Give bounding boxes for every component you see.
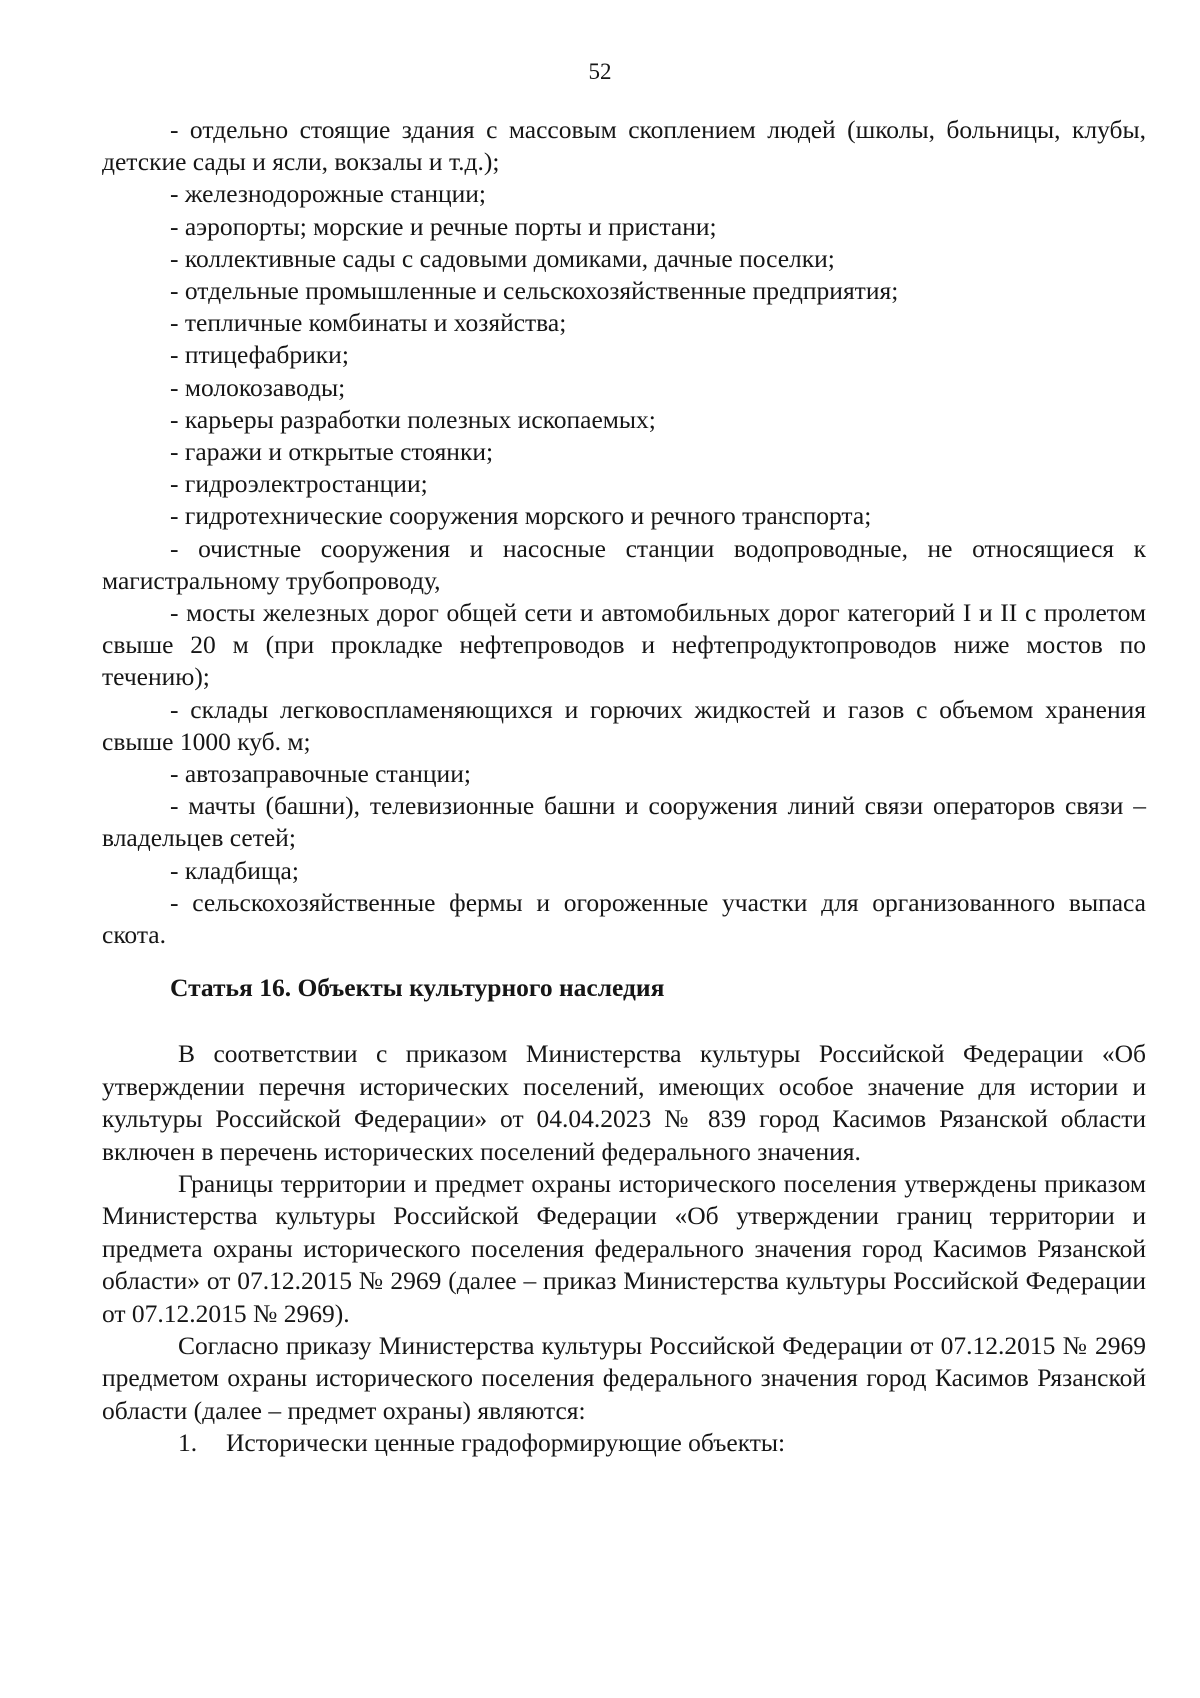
bullet-item: - мосты железных дорог общей сети и автомобильных дорог категорий I и II с пролетом свыше 20 м (при прокладке нефтепроводов и нефтепродуктопроводов ниже мостов по течению);: [102, 598, 1146, 692]
article-heading: Статья 16. Объекты культурного наследия: [170, 973, 665, 1003]
bullet-item: - птицефабрики;: [170, 340, 349, 370]
page-content: [102, 114, 1146, 1460]
paragraph: Согласно приказу Министерства культуры Российской Федерации от 07.12.2015 № 2969 предметом охраны исторического поселения федерального значения город Касимов Рязанской области (далее – предмет охраны) являются:: [102, 1330, 1146, 1425]
bullet-item: - гидротехнические сооружения морского и речного транспорта;: [170, 501, 872, 531]
bullet-item: - молокозаводы;: [170, 372, 346, 402]
bullet-item: - гидроэлектростанции;: [170, 469, 428, 499]
bullet-item: - отдельно стоящие здания с массовым скоплением людей (школы, больницы, клубы, детские сады и ясли, вокзалы и т.д.);: [102, 115, 1146, 177]
bullet-list: [102, 114, 1146, 951]
bullet-item: - отдельные промышленные и сельскохозяйственные предприятия;: [170, 276, 899, 306]
bullet-item: - тепличные комбинаты и хозяйства;: [170, 308, 567, 338]
bullet-item: - автозаправочные станции;: [170, 759, 471, 789]
article-body: [102, 1038, 1146, 1459]
bullet-item: - аэропорты; морские и речные порты и пристани;: [170, 211, 717, 241]
bullet-item: - склады легковоспламеняющихся и горючих жидкостей и газов с объемом хранения свыше 1000 куб. м;: [102, 694, 1146, 756]
paragraph: В соответствии с приказом Министерства культуры Российской Федерации «Об утверждении перечня исторических поселений, имеющих особое значение для истории и культуры Российской Федерации» от 04.04.2023 № 839 город Касимов Рязанской области включен в перечень исторических поселений федерального значения.: [102, 1039, 1146, 1166]
paragraph: Границы территории и предмет охраны исторического поселения утверждены приказом Министерства культуры Российской Федерации «Об утверждении границ территории и предмета охраны исторического поселения федерального значения город Касимов Рязанской области» от 07.12.2015 № 2969 (далее – приказ Министерства культуры Российской Федерации от 07.12.2015 № 2969).: [102, 1168, 1146, 1328]
page-number: 52: [588, 59, 612, 84]
bullet-item: - железнодорожные станции;: [170, 179, 486, 209]
bullet-item: - мачты (башни), телевизионные башни и сооружения линий связи операторов связи – владельцев сетей;: [102, 791, 1146, 853]
bullet-item: - гаражи и открытые стоянки;: [170, 437, 494, 467]
bullet-item: - сельскохозяйственные фермы и огороженные участки для организованного выпаса скота.: [102, 887, 1146, 950]
bullet-item: - очистные сооружения и насосные станции водопроводные, не относящиеся к магистральному трубопроводу,: [102, 533, 1146, 595]
numbered-item-number: 1.: [178, 1428, 198, 1458]
bullet-item: - карьеры разработки полезных ископаемых;: [170, 404, 656, 434]
bullet-item: - кладбища;: [170, 855, 299, 885]
numbered-item-text: Исторически ценные градоформирующие объекты:: [226, 1428, 786, 1458]
bullet-item: - коллективные сады с садовыми домиками, дачные поселки;: [170, 243, 835, 273]
numbered-item: [102, 1427, 1146, 1459]
